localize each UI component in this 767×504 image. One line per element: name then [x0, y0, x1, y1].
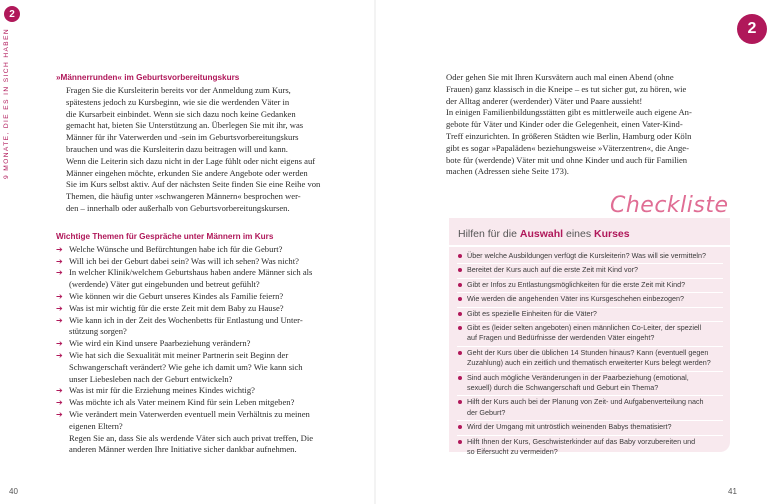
checklist-title: Hilfen für die Auswahl eines Kurses	[458, 228, 630, 240]
checklist-line: auf Fragen und Bedürfnisse der werdenden Väter eingeht?	[467, 333, 655, 343]
page-gutter	[374, 0, 376, 504]
closing-line: Regen Sie an, dass Sie als werdende Väter sich auch privat treffen, Die	[69, 432, 314, 443]
topic-line: Welche Wünsche und Befürchtungen habe ich für die Geburt?	[69, 243, 283, 254]
checklist-line: Gibt er Infos zu Entlastungsmöglichkeiten für die erste Zeit mit Kind?	[467, 279, 686, 289]
topic-line: Was möchte ich als Vater meinem Kind für sein Leben mitgeben?	[69, 397, 295, 408]
topic-line: (werdende) Väter gut eingebunden und betreut gefühlt?	[69, 279, 260, 290]
body-line: In einigen Familienbildungsstätten gibt es mittlerweile auch eigene An-	[446, 107, 692, 118]
checklist-item	[457, 373, 723, 397]
body-line: gebote für Väter und Kinder oder die Gelegenheit, einen Vater-Kind-	[446, 119, 683, 130]
topic-item	[56, 338, 346, 350]
checklist-item	[457, 348, 723, 372]
topic-item	[56, 350, 346, 385]
topic-line: Will ich bei der Geburt dabei sein? Was will ich sehen? Was nicht?	[69, 255, 299, 266]
topic-line: stützung sorgen?	[69, 326, 127, 337]
checklist-line: sexuell) durch die Schwangerschaft und Geburt ein Thema?	[467, 383, 659, 393]
topic-line: Wie hat sich die Sexualität mit meiner Partnerin seit Beginn der	[69, 349, 289, 360]
section-body-maennerrunden	[66, 85, 346, 215]
topic-item	[56, 315, 346, 339]
arrow-right-icon: ➔	[56, 339, 63, 349]
topic-item	[56, 397, 346, 409]
arrow-right-icon: ➔	[56, 350, 63, 360]
checklist-item	[457, 294, 723, 307]
checklist-item	[457, 251, 723, 264]
section-heading-maennerrunden: »Männerrunden« im Geburtsvorbereitungskurs	[56, 73, 240, 82]
checklist-box	[449, 218, 730, 457]
topic-item	[56, 291, 346, 303]
checklist-line: Zuzahlung) auch ein zeitlich und thematisch erweiterter Kurs belegt werden?	[467, 358, 711, 368]
topic-line: unser Liebesleben nach der Geburt entwickeln?	[69, 373, 233, 384]
topic-line: Schwangerschaft verändert? Wie gehe ich damit um? Wie kann sich	[69, 361, 303, 372]
chapter-number-badge-left: 2	[4, 6, 20, 22]
closing-paragraph	[56, 433, 346, 457]
checklist-item	[457, 280, 723, 293]
arrow-right-icon: ➔	[56, 256, 63, 266]
body-line: Oder gehen Sie mit Ihren Kursvätern auch mal einen Abend (ohne	[446, 72, 674, 82]
body-line: Wenn die Leiterin sich dazu nicht in der Lage fühlt oder nicht eigens auf	[66, 155, 316, 166]
topic-item	[56, 303, 346, 315]
topic-item	[56, 256, 346, 268]
running-title: 9 MONATE, DIE ES IN SICH HABEN	[3, 28, 10, 180]
body-line: Treff einzurichten. In größeren Städten wie Berlin, Hamburg oder Köln	[446, 130, 692, 141]
body-line: den – innerhalb oder außerhalb von Geburtsvorbereitungskursen.	[66, 202, 290, 213]
checklist-item	[457, 422, 723, 435]
body-line: Männer eingehen möchte, erkunden Sie andere Angebote oder werden	[66, 167, 308, 178]
arrow-right-icon: ➔	[56, 409, 63, 419]
checklist-items	[457, 251, 723, 462]
checklist-divider	[449, 245, 730, 247]
checklist-item	[457, 309, 723, 322]
paragraph-kneipe	[446, 72, 716, 107]
checklist-line: Geht der Kurs über die üblichen 14 Stunden hinaus? Kann (eventuell gegen	[467, 347, 709, 357]
body-line: gemacht hat, bieten Sie Unterstützung an. Überlegen Sie mit ihr, was	[66, 120, 304, 131]
checklist-item	[457, 265, 723, 278]
topic-line: Was ist mir für die Erziehung meines Kindes wichtig?	[69, 385, 255, 396]
topic-line: In welcher Klinik/welchem Geburtshaus haben andere Männer sich als	[69, 267, 313, 278]
body-line: Themen, die häufig unter »schwangeren Männern« besprochen wer-	[66, 191, 301, 202]
checklist-item	[457, 323, 723, 347]
closing-line: anderen Männer werden Ihre Initiative sicher dankbar aufnehmen.	[69, 444, 297, 455]
checklist-item	[457, 437, 723, 461]
body-line: gibt es sogar »Papaläden« beziehungsweise »Väterzentren«, die Ange-	[446, 142, 689, 153]
arrow-right-icon: ➔	[56, 398, 63, 408]
arrow-right-icon: ➔	[56, 244, 63, 254]
body-line: spätestens jedoch zu Kursbeginn, wie sie die werdenden Väter in	[66, 96, 290, 107]
paragraph-familienbildung	[446, 107, 716, 178]
chapter-number-badge-right: 2	[737, 14, 767, 44]
topic-item	[56, 244, 346, 256]
topics-list	[56, 244, 346, 433]
topic-line: Wie verändert mein Vaterwerden eventuell mein Verhältnis zu meinen	[69, 408, 310, 419]
body-line: Männer für ihr Vaterwerden und -sein im Geburtsvorbereitungskurs	[66, 132, 299, 143]
right-page-column	[446, 72, 716, 178]
checklist-line: Sind auch mögliche Veränderungen in der Paarbeziehung (emotional,	[467, 372, 689, 382]
checklist-line: so Eifersucht zu vermeiden?	[467, 447, 558, 457]
topic-line: Wie können wir die Geburt unseres Kindes als Familie feiern?	[69, 290, 284, 301]
body-line: die Kursarbeit einbindet. Wenn sie sich dazu noch keine Gedanken	[66, 108, 296, 119]
topic-line: Wie kann ich in der Zeit des Wochenbetts für Entlastung und Unter-	[69, 314, 303, 325]
left-page-column	[56, 72, 346, 456]
arrow-right-icon: ➔	[56, 291, 63, 301]
topic-line: Was ist mir wichtig für die erste Zeit mit dem Baby zu Hause?	[69, 302, 284, 313]
arrow-right-icon: ➔	[56, 315, 63, 325]
checklist-line: Wird der Umgang mit untröstlich weinenden Babys thematisiert?	[467, 422, 672, 432]
checklist-item	[457, 397, 723, 421]
checklist-line: Bereitet der Kurs auch auf die erste Zeit mit Kind vor?	[467, 265, 638, 275]
body-line: Fragen Sie die Kursleiterin bereits vor der Anmeldung zum Kurs,	[66, 85, 291, 95]
page-number-left: 40	[9, 487, 18, 496]
body-line: Frauen) ganz klassisch in die Kneipe – es tut sicher gut, zu hören, wie	[446, 83, 687, 94]
arrow-right-icon: ➔	[56, 303, 63, 313]
checklist-line: Über welche Ausbildungen verfügt die Kursleiterin? Was will sie vermitteln?	[467, 251, 707, 260]
body-line: Sie im Kurs selbst aktiv. Auf der nächsten Seite finden Sie eine Reihe von	[66, 179, 321, 190]
topic-line: Wie wird ein Kind unsere Paarbeziehung verändern?	[69, 338, 251, 349]
topic-item	[56, 409, 346, 433]
checklist-line: Gibt es (leider selten angeboten) einen männlichen Co-Leiter, der speziell	[467, 323, 702, 333]
checklist-line: Hilft Ihnen der Kurs, Geschwisterkinder auf das Baby vorzubereiten und	[467, 436, 696, 446]
checkliste-tag: Checkliste	[610, 193, 729, 218]
page-number-right: 41	[728, 487, 737, 496]
checklist-line: Wie werden die angehenden Väter ins Kursgeschehen einbezogen?	[467, 294, 684, 304]
checklist-line: Gibt es spezielle Einheiten für die Väter?	[467, 308, 597, 318]
topic-line: eigenen Eltern?	[69, 420, 123, 431]
arrow-right-icon: ➔	[56, 386, 63, 396]
topic-item	[56, 267, 346, 291]
body-line: bote für (werdende) Väter mit und ohne Kinder und auch für Familien	[446, 154, 688, 165]
body-line: machen (Adressen siehe Seite 173).	[446, 166, 569, 177]
section-heading-themen: Wichtige Themen für Gespräche unter Männern im Kurs	[56, 231, 274, 241]
checklist-line: der Geburt?	[467, 407, 506, 417]
checklist-line: Hilft der Kurs auch bei der Planung von Zeit- und Aufgabenverteilung nach	[467, 397, 704, 407]
topic-item	[56, 385, 346, 397]
body-line: brauchen und was die Kursleiterin dazu beitragen will und kann.	[66, 143, 288, 154]
body-line: der Alltag anderer (werdender) Väter und Paare aussieht!	[446, 95, 643, 106]
arrow-right-icon: ➔	[56, 268, 63, 278]
